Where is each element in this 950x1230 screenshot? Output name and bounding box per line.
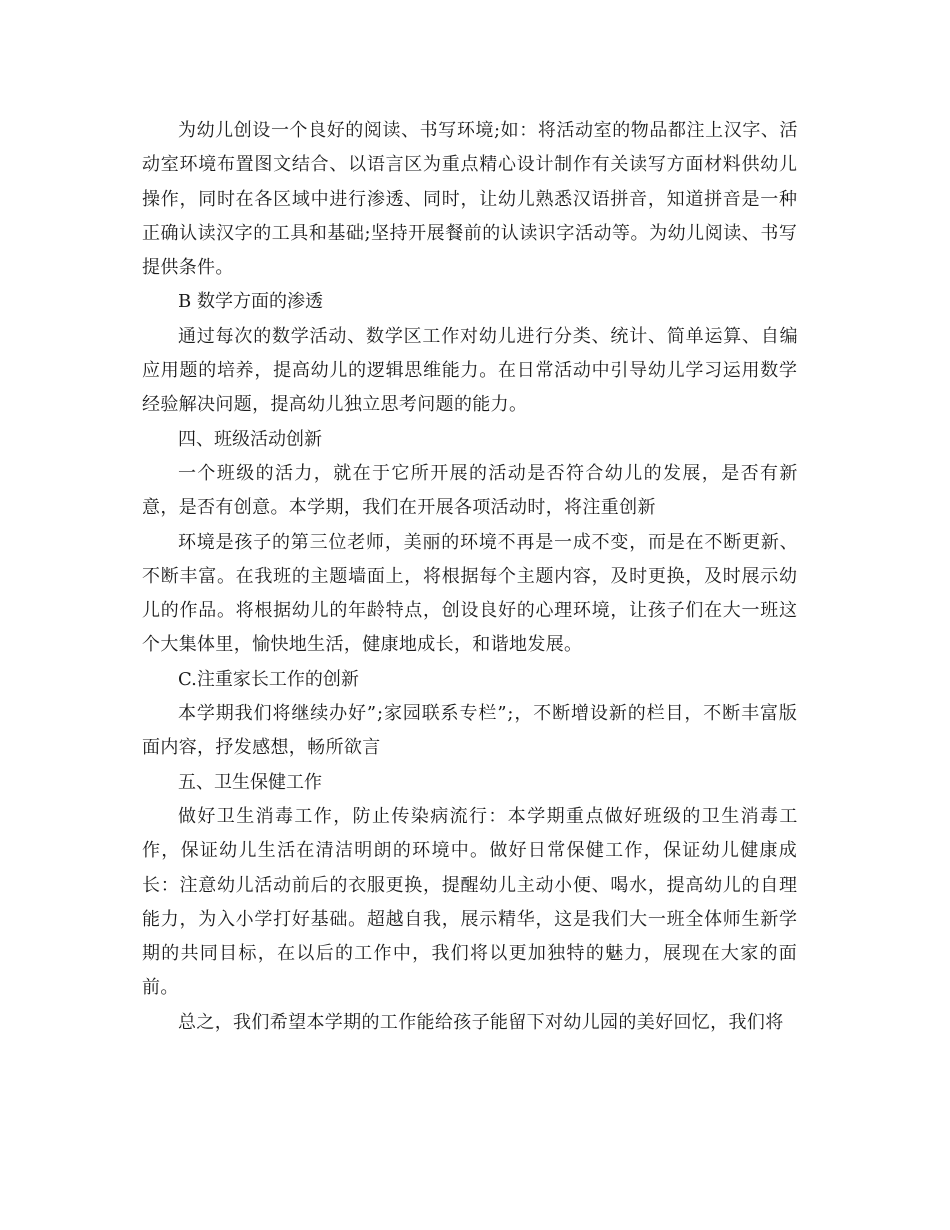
paragraph-line: 本学期我们将继续办好”;家园联系专栏”;，不断增设新的栏目，不断丰富版 [178, 703, 798, 725]
paragraph-line: 操作，同时在各区域中进行渗透、同时，让幼儿熟悉汉语拼音，知道拼音是一种 [142, 188, 798, 210]
paragraph-line: 提供条件。 [142, 257, 234, 279]
body-paragraph [142, 697, 810, 766]
body-paragraph [142, 114, 810, 285]
paragraph-line: 总之，我们希望本学期的工作能给孩子能留下对幼儿园的美好回忆，我们将 [178, 1011, 784, 1033]
heading-text: C.注重家长工作的创新 [178, 668, 359, 690]
body-paragraph [142, 526, 810, 663]
heading-text: B 数学方面的渗透 [178, 291, 323, 313]
paragraph-line: 经验解决问题，提高幼儿独立思考问题的能力。 [142, 394, 528, 416]
paragraph-line: 个大集体里，愉快地生活，健康地成长，和谐地发展。 [142, 634, 583, 656]
paragraph-line: 通过每次的数学活动、数学区工作对幼儿进行分类、统计、简单运算、自编 [178, 325, 799, 347]
heading-text: 五、卫生保健工作 [178, 771, 322, 793]
paragraph-line: 面内容，抒发感想，畅所欲言 [142, 737, 381, 759]
paragraph-line: 能力，为入小学打好基础。超越自我，展示精华，这是我们大一班全体师生新学 [142, 908, 798, 930]
section-heading [142, 663, 810, 697]
paragraph-line: 为幼儿创设一个良好的阅读、书写环境;如：将活动室的物品都注上汉字、活 [178, 120, 799, 141]
body-paragraph [142, 320, 810, 423]
paragraph-line: 动室环境布置图文结合、以语言区为重点精心设计制作有关读写方面材料供幼儿 [142, 154, 798, 176]
body-paragraph [142, 1006, 810, 1040]
document-page [142, 114, 810, 1040]
paragraph-line: 前。 [142, 977, 179, 999]
section-heading [142, 766, 810, 800]
heading-text: 四、班级活动创新 [178, 428, 322, 450]
paragraph-line: 期的共同目标，在以后的工作中，我们将以更加独特的魅力，展现在大家的面 [142, 943, 799, 965]
paragraph-line: 正确认读汉字的工具和基础;坚持开展餐前的认读识字活动等。为幼儿阅读、书写 [142, 222, 798, 244]
paragraph-line: 长：注意幼儿活动前后的衣服更换，提醒幼儿主动小便、喝水，提高幼儿的自理 [142, 874, 798, 896]
paragraph-line: 儿的作品。将根据幼儿的年龄特点，创设良好的心理环境，让孩子们在大一班这 [142, 600, 798, 622]
paragraph-line: 一个班级的活力，就在于它所开展的活动是否符合幼儿的发展，是否有新 [178, 462, 799, 484]
body-paragraph [142, 800, 810, 1006]
paragraph-line: 意，是否有创意。本学期，我们在开展各项活动时，将注重创新 [142, 497, 656, 519]
section-heading [142, 285, 810, 319]
paragraph-line: 环境是孩子的第三位老师，美丽的环境不再是一成不变，而是在不断更新、 [178, 531, 799, 553]
paragraph-line: 不断丰富。在我班的主题墙面上，将根据每个主题内容，及时更换，及时展示幼 [142, 565, 798, 587]
paragraph-line: 做好卫生消毒工作，防止传染病流行：本学期重点做好班级的卫生消毒工 [178, 805, 799, 827]
paragraph-line: 应用题的培养，提高幼儿的逻辑思维能力。在日常活动中引导幼儿学习运用数学 [142, 360, 798, 382]
section-heading [142, 423, 810, 457]
paragraph-line: 作，保证幼儿生活在清洁明朗的环境中。做好日常保健工作，保证幼儿健康成 [142, 840, 799, 862]
body-paragraph [142, 457, 810, 526]
